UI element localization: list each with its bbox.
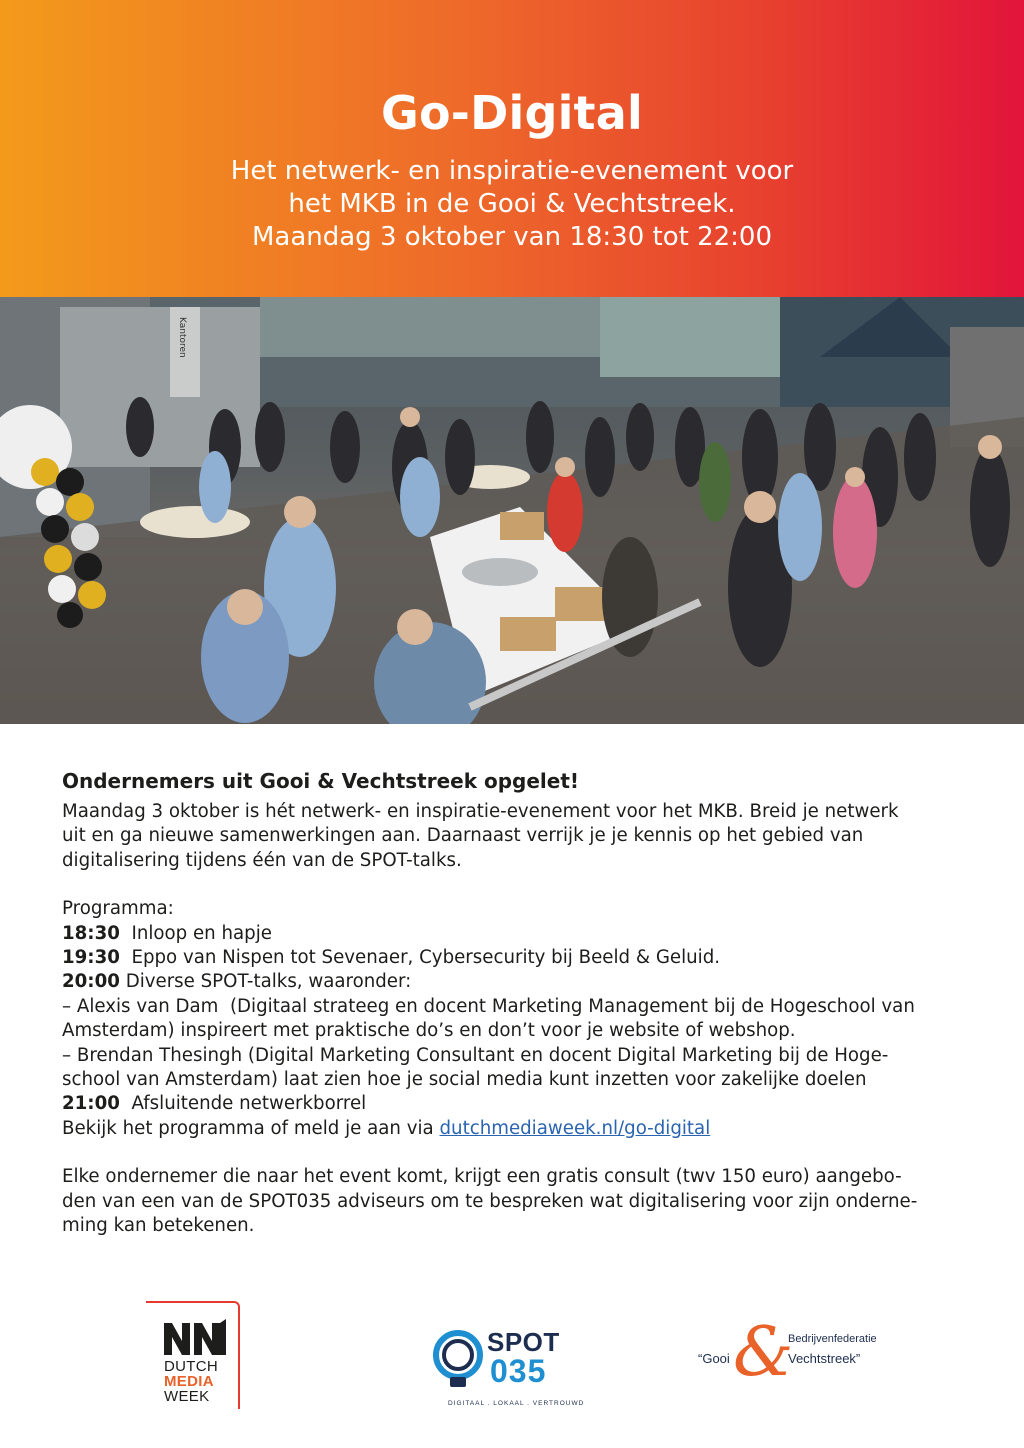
register-line — [62, 1118, 710, 1139]
register-link[interactable]: dutchmediaweek.nl/go-digital — [439, 1117, 711, 1139]
header-banner — [0, 0, 1024, 297]
register-prefix: Bekijk het programma of meld je aan via — [62, 1117, 440, 1139]
program-time: 21:00 — [62, 1093, 120, 1115]
page-title: Go-Digital — [381, 86, 643, 140]
program-item — [62, 1093, 366, 1114]
talk-line: – Alexis van Dam (Digitaal strateeg en docent Marketing Management bij de Hogeschool van — [62, 995, 915, 1017]
offer-line: den van een van de SPOT035 adviseurs om te bespreken wat digitalisering voor zijn onderne- — [62, 1190, 918, 1212]
intro-line: uit en ga nieuwe samenwerkingen aan. Daarnaast verrijk je je kennis op het gebied van — [62, 825, 864, 847]
event-photo — [0, 297, 1024, 724]
bedrijvenfederatie-logo — [695, 1315, 900, 1405]
intro-line: Maandag 3 oktober is hét netwerk- en inspiratie-evenement voor het MKB. Breid je netwerk — [62, 801, 899, 822]
bf-org-name: Bedrijvenfederatie — [788, 1333, 877, 1345]
intro-line: digitalisering tijdens één van de SPOT-talks. — [62, 849, 462, 871]
spot-number: 035 — [490, 1353, 547, 1389]
sponsor-logos — [0, 1295, 1024, 1415]
dmw-line-1: DUTCH — [164, 1358, 218, 1375]
dmw-line-2: MEDIA — [164, 1373, 214, 1390]
offer-line: Elke ondernemer die naar het event komt, krijgt een gratis consult (twv 150 euro) aangebo- — [62, 1166, 902, 1188]
intro-paragraph — [62, 800, 962, 873]
body-text — [62, 768, 962, 1239]
event-photo-illustration — [0, 297, 1024, 724]
program-time: 20:00 — [62, 971, 120, 993]
program-text: Eppo van Nispen tot Sevenaer, Cybersecurity bij Beeld & Geluid. — [119, 947, 721, 969]
subtitle-line-3: Maandag 3 oktober van 18:30 tot 22:00 — [251, 222, 773, 252]
spot-tagline: DIGITAAL . LOKAAL . VERTROUWD — [448, 1400, 585, 1407]
subtitle-line-1: Het netwerk- en inspiratie-evenement voor — [230, 156, 794, 186]
offer-paragraph — [62, 1165, 962, 1238]
talk-line: – Brendan Thesingh (Digital Marketing Consultant en docent Digital Marketing bij de Hoge- — [62, 1044, 889, 1066]
program-item — [62, 971, 411, 992]
spot035-logo — [432, 1325, 585, 1415]
offer-line: ming kan betekenen. — [62, 1215, 255, 1237]
talk-line: school van Amsterdam) laat zien hoe je social media kunt inzetten voor zakelijke doelen — [62, 1069, 867, 1091]
bf-gooi: “Gooi — [698, 1351, 730, 1366]
program-item — [62, 923, 272, 944]
program-time: 18:30 — [62, 922, 120, 944]
dmw-mark-icon — [164, 1319, 228, 1355]
talk-line: Amsterdam) inspireert met praktische do’s en don’t voor je website of webshop. — [62, 1020, 796, 1042]
program-text: Inloop en hapje — [119, 922, 272, 944]
program-label: Programma: — [62, 898, 174, 920]
ampersand-mark: & — [733, 1313, 794, 1392]
section-heading: Ondernemers uit Gooi & Vechtstreek opgelet! — [62, 769, 580, 793]
program-time: 19:30 — [62, 947, 120, 969]
program-item — [62, 947, 720, 968]
bf-vechtstreek: Vechtstreek” — [788, 1351, 861, 1366]
spot-word: SPOT — [487, 1327, 560, 1357]
program-section — [62, 897, 962, 1141]
program-text: Diverse SPOT-talks, waaronder: — [119, 971, 412, 993]
event-subtitle — [0, 155, 1024, 254]
kantoren-sign: Kantoren — [177, 317, 187, 358]
dmw-line-3: WEEK — [164, 1388, 210, 1405]
dutch-media-week-logo — [146, 1301, 242, 1411]
program-text: Afsluitende netwerkborrel — [119, 1093, 367, 1115]
lightbulb-icon — [432, 1329, 488, 1393]
subtitle-line-2: het MKB in de Gooi & Vechtstreek. — [288, 189, 736, 219]
